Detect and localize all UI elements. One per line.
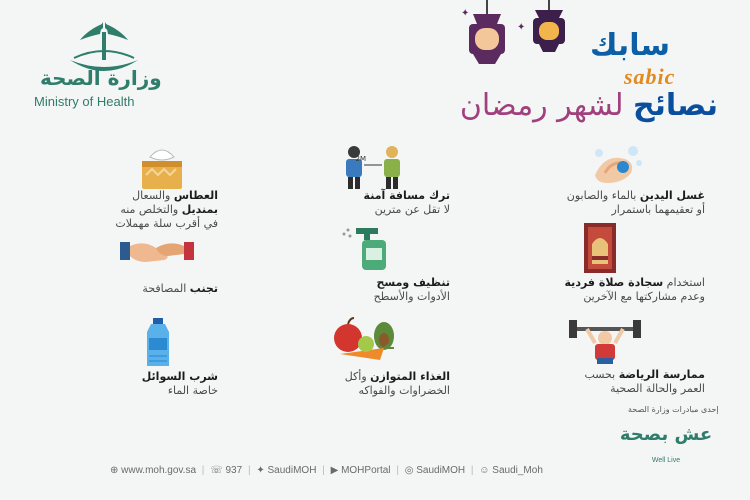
title-bold: نصائح: [633, 88, 718, 123]
globe-icon: ⊕: [110, 465, 119, 476]
youtube-icon: ▶: [330, 465, 339, 476]
weightlifting-icon: [567, 318, 643, 364]
ramadan-lanterns-icon: [455, 0, 585, 80]
prayer-mat-icon: [583, 222, 617, 274]
title-rest: لشهر رمضان: [459, 88, 624, 123]
snapchat-icon: ☺: [479, 465, 490, 476]
twitter-icon: ✦: [256, 465, 265, 476]
twitter-handle[interactable]: SaudiMOH: [267, 465, 317, 476]
tip-text: الغذاء المتوازن وأكل الخضراوات والفواكه: [344, 370, 450, 397]
tip-exercise: [505, 318, 705, 398]
water-bottle-icon: [140, 318, 176, 368]
sabic-arabic-logo: سابك: [590, 28, 670, 63]
moh-english-name: Ministry of Health: [34, 94, 135, 109]
tip-text: غسل اليدين بالماء والصابون أو تعقيمهما باستمرار: [566, 189, 705, 216]
tip-text: ممارسة الرياضة بحسب العمر والحالة الصحية: [584, 368, 705, 395]
hands-washing-icon: [585, 145, 645, 187]
portal-handle[interactable]: MOHPortal: [341, 465, 391, 476]
tip-text: ترك مسافة آمنة لا تقل عن مترين: [363, 189, 450, 216]
snapchat-handle[interactable]: Saudi_Moh: [492, 465, 543, 476]
tissue-box-icon: [136, 145, 188, 189]
social-distance-icon: [342, 145, 404, 189]
fruits-vegetables-icon: [330, 318, 404, 366]
tip-balanced-diet: [250, 318, 450, 398]
eish-arabic: عش بصحة: [619, 424, 713, 445]
tip-clean-surfaces: [250, 222, 450, 312]
tip-safe-distance: [250, 145, 450, 215]
tip-text: العطاس والسعال بمنديل والتخلص منه في أقرب سلة مهملات: [115, 189, 218, 230]
moh-arabic-name: وزارة الصحة: [40, 66, 162, 90]
contact-footer: ⊕ www.moh.gov.sa | ☏ 937 | ✦ SaudiMOH | ▶ MOHPortal | ◎ SaudiMOH | ☺ Saudi_Moh: [110, 465, 543, 476]
sabic-english-logo: sabic: [624, 64, 676, 89]
instagram-icon: ◎: [404, 465, 414, 476]
instagram-handle[interactable]: SaudiMOH: [416, 465, 466, 476]
phone-number[interactable]: 937: [225, 465, 243, 476]
distance-label: 2M: [355, 155, 366, 163]
handshake-icon: [120, 232, 194, 268]
initiative-label: إحدى مبادرات وزارة الصحة: [628, 405, 719, 414]
tip-text: تجنب المصافحة: [142, 282, 218, 295]
spray-bottle-icon: [342, 222, 398, 272]
tip-text: شرب السوائل خاصة الماء: [141, 370, 218, 397]
tip-drink-fluids: [18, 318, 218, 398]
tip-avoid-handshake: [18, 222, 218, 302]
tip-hand-washing: [505, 145, 705, 215]
svg-text:✦: ✦: [461, 8, 470, 19]
tip-text: تنظيف ومسح الأدوات والأسطح: [373, 276, 450, 303]
tip-text: استخدام سجادة صلاة فردية وعدم مشاركتها مع الآخرين: [564, 276, 705, 303]
eish-english: Well Live: [651, 457, 681, 464]
tip-prayer-mat: [505, 222, 705, 312]
page-title: [460, 88, 718, 123]
svg-text:✦: ✦: [517, 22, 526, 33]
website-link[interactable]: www.moh.gov.sa: [121, 465, 197, 476]
eish-besaha-logo: [619, 420, 713, 468]
phone-icon: ☏: [210, 465, 223, 476]
